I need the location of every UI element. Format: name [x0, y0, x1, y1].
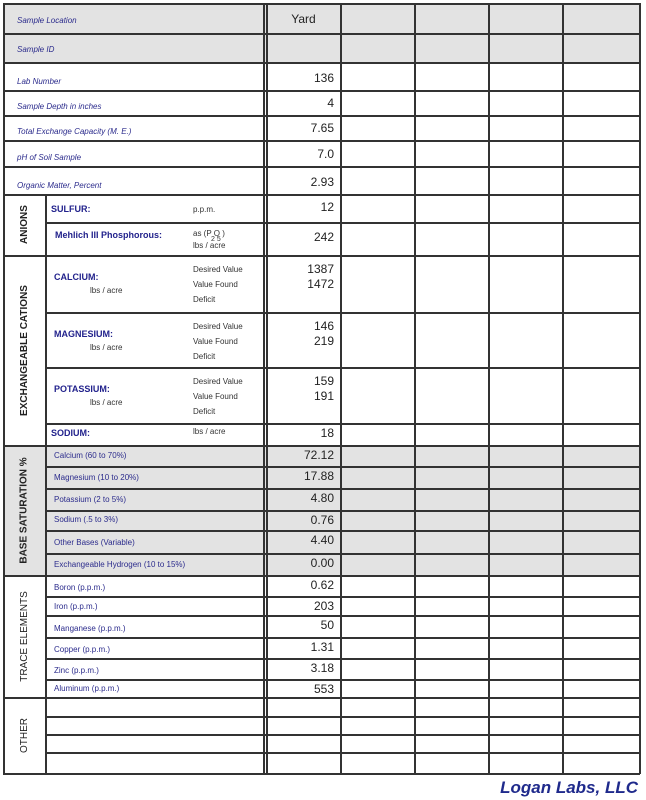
cation-sublabel: Deficit [193, 407, 216, 416]
general-label: Lab Number [17, 77, 62, 86]
row-divider [45, 553, 640, 555]
row-divider [3, 62, 640, 64]
general-value: 7.65 [310, 121, 334, 135]
sample-id-label: Sample ID [17, 45, 55, 54]
section-divider [45, 194, 47, 774]
row-divider [3, 445, 640, 447]
cation-desired-value: 1387 [307, 262, 334, 276]
row-divider [45, 488, 640, 490]
cation-sublabel: Desired Value [193, 265, 243, 274]
cation-sublabel: Deficit [193, 295, 216, 304]
cation-unit: lbs / acre [90, 286, 123, 295]
row-divider [3, 115, 640, 117]
base-saturation-value: 0.00 [310, 556, 334, 570]
trace-value: 3.18 [310, 661, 334, 675]
row-divider [45, 596, 640, 598]
sodium-value: 18 [320, 426, 334, 440]
row-divider [3, 3, 640, 5]
general-value: 4 [327, 96, 334, 110]
section-cations-text: EXCHANGEABLE CATIONS [18, 284, 30, 416]
cation-sublabel: Deficit [193, 352, 216, 361]
sulfur-unit: p.p.m. [193, 205, 216, 214]
base-saturation-label: Calcium (60 to 70%) [54, 451, 127, 460]
trace-value: 203 [313, 599, 334, 613]
trace-value: 1.31 [310, 640, 334, 654]
cation-desired-value: 146 [313, 319, 334, 333]
brand-logo-text: Logan Labs, LLC [500, 778, 638, 797]
row-divider [3, 33, 640, 35]
base-saturation-value: 72.12 [303, 448, 334, 462]
row-divider [45, 752, 640, 754]
cation-label: POTASSIUM: [54, 384, 110, 394]
cation-desired-value: 159 [313, 374, 334, 388]
row-divider [3, 697, 640, 699]
cation-unit: lbs / acre [90, 398, 123, 407]
sample-location-value: Yard [291, 12, 316, 26]
column-divider [639, 3, 641, 774]
section-trace [3, 575, 45, 697]
column-divider [263, 3, 265, 774]
cation-label: MAGNESIUM: [54, 329, 113, 339]
general-value: 136 [313, 71, 334, 85]
cation-label: CALCIUM: [54, 272, 99, 282]
base-saturation-value: 4.40 [310, 533, 334, 547]
base-saturation-value: 0.76 [310, 513, 334, 527]
general-label: Total Exchange Capacity (M. E.) [17, 127, 132, 136]
section-anions-text: ANIONS [18, 205, 30, 244]
section-base-saturation [3, 445, 45, 575]
base-saturation-value: 4.80 [310, 491, 334, 505]
section-anions [3, 194, 45, 255]
phosphorous-value: 242 [313, 230, 334, 244]
row-divider [3, 773, 640, 775]
row-divider [45, 716, 640, 718]
cation-sublabel: Value Found [193, 337, 238, 346]
general-label: pH of Soil Sample [17, 153, 82, 162]
row-divider [45, 367, 640, 369]
base-saturation-label: Sodium (.5 to 3%) [54, 515, 119, 524]
section-other [3, 697, 45, 773]
sulfur-value: 12 [320, 200, 334, 214]
section-cations [3, 255, 45, 445]
column-divider [414, 3, 416, 774]
trace-value: 50 [320, 618, 334, 632]
phosphorous-label: Mehlich III Phosphorous: [55, 230, 163, 240]
row-divider [3, 575, 640, 577]
trace-value: 0.62 [310, 578, 334, 592]
sample-location-label: Sample Location [17, 16, 77, 25]
sodium-unit: lbs / acre [193, 427, 226, 436]
column-divider [340, 3, 342, 774]
row-divider [45, 734, 640, 736]
phosphorous-unit: as (P O ) [193, 229, 225, 238]
row-divider [45, 510, 640, 512]
cation-unit: lbs / acre [90, 343, 123, 352]
trace-label: Zinc (p.p.m.) [54, 666, 99, 675]
cation-sublabel: Value Found [193, 392, 238, 401]
row-divider [45, 637, 640, 639]
sulfur-label: SULFUR: [51, 204, 91, 214]
trace-label: Copper (p.p.m.) [54, 645, 111, 654]
cation-sublabel: Value Found [193, 280, 238, 289]
row-divider [45, 423, 640, 425]
row-divider [45, 679, 640, 681]
row-divider [45, 658, 640, 660]
section-other-text: OTHER [18, 717, 30, 753]
base-saturation-label: Exchangeable Hydrogen (10 to 15%) [54, 560, 186, 569]
row-divider [45, 530, 640, 532]
trace-label: Iron (p.p.m.) [54, 602, 98, 611]
base-saturation-value: 17.88 [303, 469, 334, 483]
column-divider [488, 3, 490, 774]
sodium-label: SODIUM: [51, 428, 90, 438]
general-label: Sample Depth in inches [17, 102, 102, 111]
trace-label: Manganese (p.p.m.) [54, 624, 126, 633]
row-divider [3, 166, 640, 168]
row-divider [3, 90, 640, 92]
general-value: 7.0 [317, 147, 334, 161]
base-saturation-label: Magnesium (10 to 20%) [54, 473, 139, 482]
trace-label: Aluminum (p.p.m.) [54, 684, 120, 693]
base-saturation-label: Potassium (2 to 5%) [54, 495, 127, 504]
section-base-saturation-text: BASE SATURATION % [18, 456, 30, 564]
general-label: Organic Matter, Percent [17, 181, 102, 190]
row-divider [45, 615, 640, 617]
row-divider [45, 312, 640, 314]
row-divider [3, 194, 640, 196]
phosphorous-unit-lbs: lbs / acre [193, 241, 226, 250]
trace-label: Boron (p.p.m.) [54, 583, 106, 592]
cation-sublabel: Desired Value [193, 322, 243, 331]
cation-found-value: 1472 [307, 277, 334, 291]
trace-value: 553 [313, 682, 334, 696]
row-divider [45, 222, 640, 224]
cation-found-value: 191 [313, 389, 334, 403]
row-divider [3, 255, 640, 257]
column-divider [562, 3, 564, 774]
cation-sublabel: Desired Value [193, 377, 243, 386]
general-value: 2.93 [310, 175, 334, 189]
cation-found-value: 219 [313, 334, 334, 348]
row-divider [45, 466, 640, 468]
section-trace-text: TRACE ELEMENTS [18, 590, 30, 682]
phosphorous-subscript: 2 5 [211, 236, 221, 243]
row-divider [3, 140, 640, 142]
base-saturation-label: Other Bases (Variable) [54, 538, 135, 547]
